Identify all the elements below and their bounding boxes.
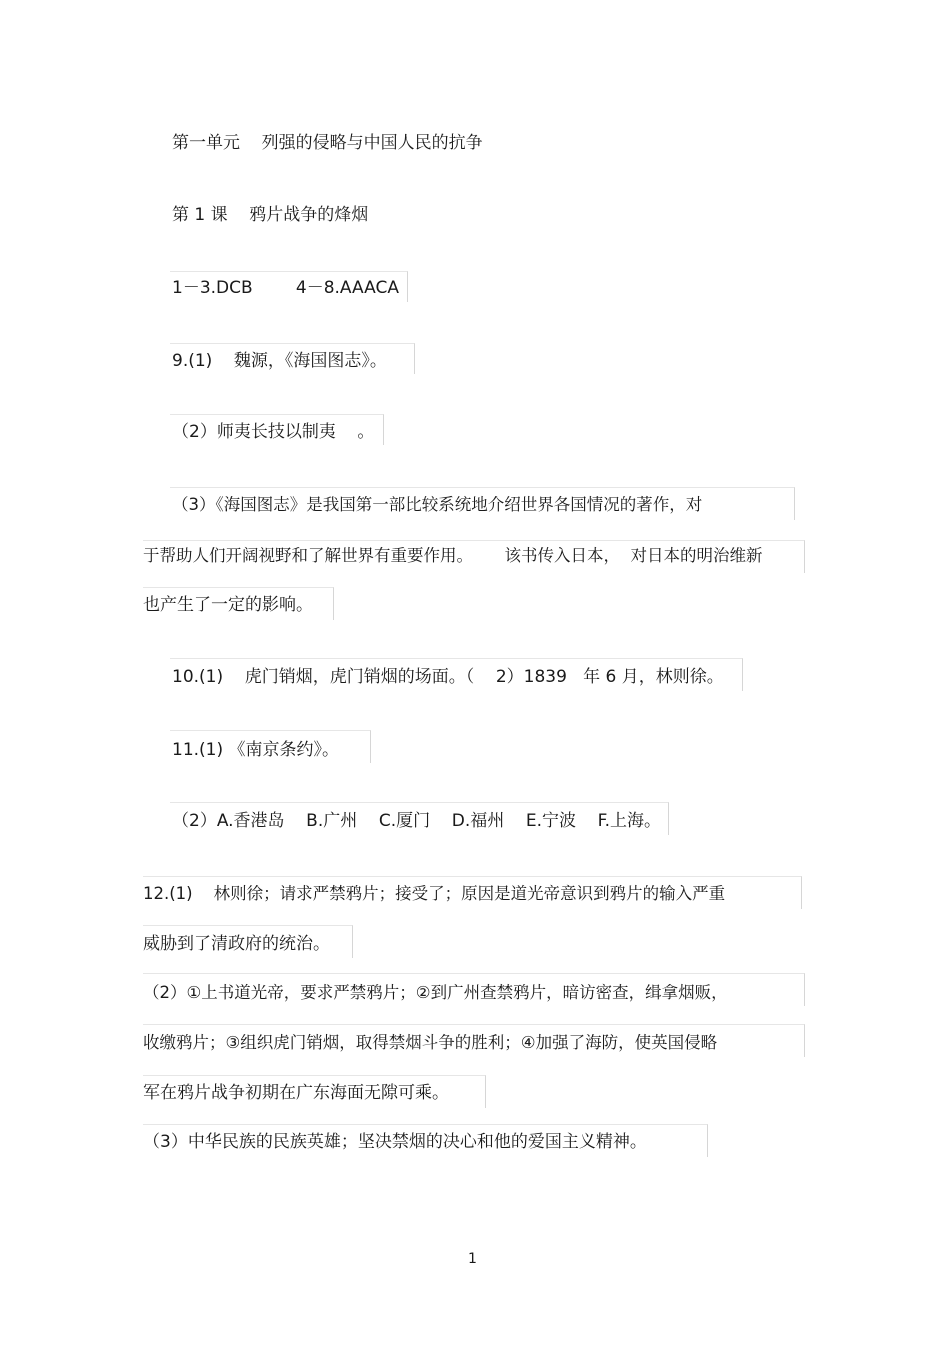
answer-q12-part1-cont: 威胁到了清政府的统治。 bbox=[143, 934, 330, 954]
page-number: 1 bbox=[468, 1251, 477, 1267]
answer-q12-part2-end: 军在鸦片战争初期在广东海面无隙可乘。 bbox=[143, 1083, 449, 1103]
answer-q9-part2: （2）师夷长技以制夷 。 bbox=[172, 422, 375, 442]
answer-q12-part3: （3）中华民族的民族英雄；坚决禁烟的决心和他的爱国主义精神。 bbox=[143, 1132, 647, 1152]
answer-q12-part1: 12.(1) 林则徐；请求严禁鸦片；接受了；原因是道光帝意识到鸦片的输入严重 bbox=[143, 884, 726, 903]
answer-q9-part3: （3）《海国图志》是我国第一部比较系统地介绍世界各国情况的著作，对 bbox=[172, 495, 703, 514]
answer-q11-part2: （2）A.香港岛 B.广州 C.厦门 D.福州 E.宁波 F.上海。 bbox=[172, 811, 662, 831]
answer-q9-part1: 9.(1) 魏源，《海国图志》。 bbox=[172, 351, 387, 371]
answer-q1-8: 1－3.DCB 4－8.AAACA bbox=[172, 278, 399, 298]
answer-q9-part3-end: 也产生了一定的影响。 bbox=[143, 595, 313, 615]
lesson-title: 第 1 课 鸦片战争的烽烟 bbox=[172, 205, 369, 225]
unit-title: 第一单元 列强的侵略与中国人民的抗争 bbox=[172, 133, 483, 153]
answer-q10: 10.(1) 虎门销烟，虎门销烟的场面。（ 2）1839 年 6 月，林则徐。 bbox=[172, 667, 724, 687]
answer-q9-part3-cont: 于帮助人们开阔视野和了解世界有重要作用。 该书传入日本， 对日本的明治维新 bbox=[143, 546, 763, 565]
answer-q11-part1: 11.(1) 《南京条约》。 bbox=[172, 740, 340, 760]
answer-q12-part2-cont: 收缴鸦片；③组织虎门销烟，取得禁烟斗争的胜利；④加强了海防，使英国侵略 bbox=[143, 1033, 718, 1052]
answer-q12-part2: （2）①上书道光帝，要求严禁鸦片；②到广州查禁鸦片，暗访密查，缉拿烟贩， bbox=[143, 983, 728, 1002]
